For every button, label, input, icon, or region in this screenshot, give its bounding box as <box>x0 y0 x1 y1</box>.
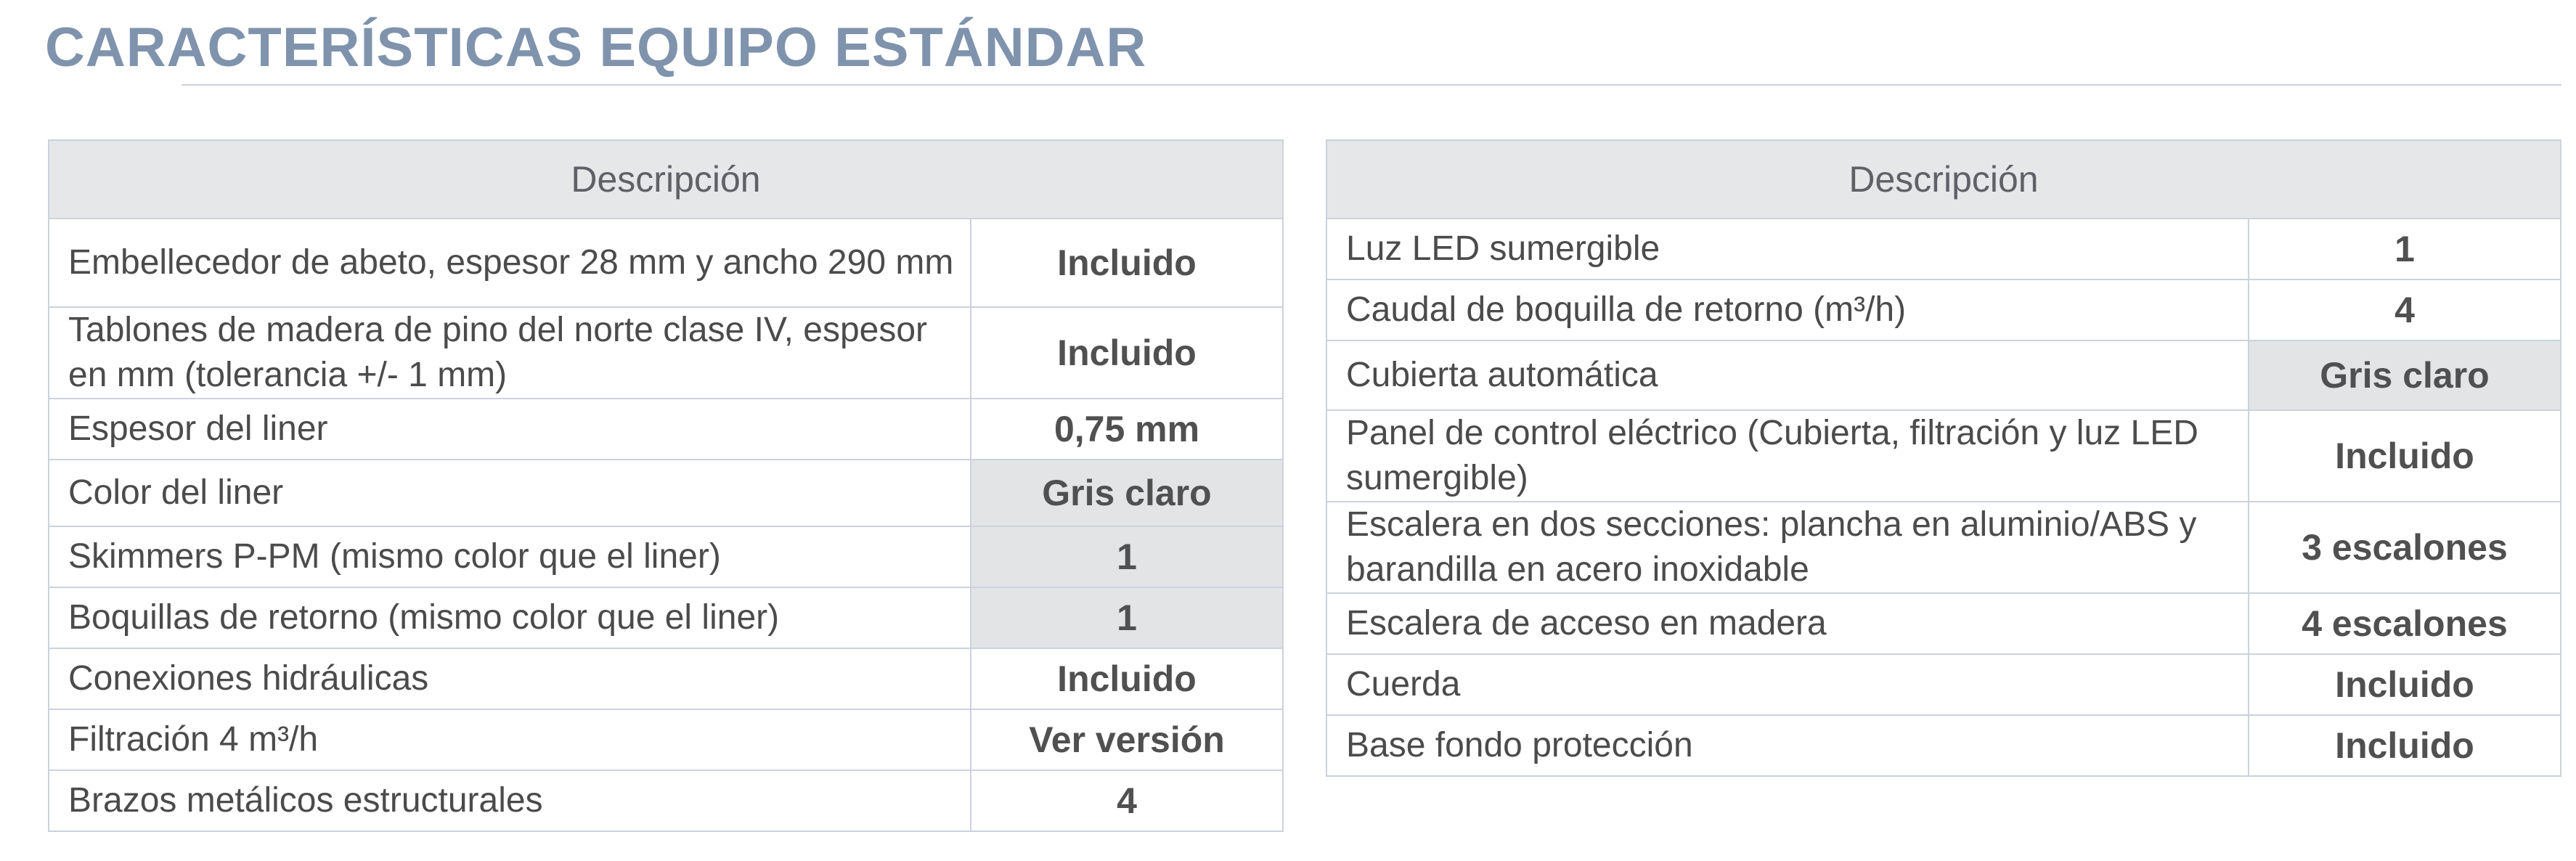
column-header-description: Descripción <box>1326 140 2561 219</box>
table-row <box>1326 654 2561 715</box>
row-value: Incluido <box>2249 654 2561 715</box>
table-row <box>49 460 1283 526</box>
table-row <box>1326 279 2561 340</box>
row-description: Filtración 4 m³/h <box>49 709 971 770</box>
row-value: 4 escalones <box>2249 593 2561 654</box>
row-description: Caudal de boquilla de retorno (m³/h) <box>1326 279 2249 340</box>
table-header-row <box>1326 140 2561 219</box>
row-value: Gris claro <box>971 460 1283 526</box>
table-row <box>1326 340 2561 410</box>
row-description: Cubierta automática <box>1326 340 2249 410</box>
title-divider <box>182 84 2561 86</box>
row-description: Espesor del liner <box>49 399 971 460</box>
table-row <box>49 587 1283 648</box>
left-spec-table <box>48 139 1284 832</box>
row-value: Gris claro <box>2249 340 2561 410</box>
row-value: 4 <box>971 770 1283 831</box>
row-value: Incluido <box>971 219 1283 307</box>
table-row <box>49 709 1283 770</box>
table-row <box>1326 410 2561 502</box>
row-description: Escalera en dos secciones: plancha en aluminio/ABS y barandilla en acero inoxidable <box>1326 502 2249 593</box>
column-header-description: Descripción <box>49 140 1283 219</box>
table-row <box>1326 715 2561 776</box>
row-value: 4 <box>2249 279 2561 340</box>
row-description: Base fondo protección <box>1326 715 2249 776</box>
row-description: Luz LED sumergible <box>1326 219 2249 279</box>
row-description: Cuerda <box>1326 654 2249 715</box>
right-spec-table <box>1326 139 2561 777</box>
row-value: Incluido <box>2249 410 2561 502</box>
table-row <box>49 770 1283 831</box>
table-row <box>49 648 1283 709</box>
row-description: Panel de control eléctrico (Cubierta, filtración y luz LED sumergible) <box>1326 410 2249 502</box>
table-row <box>1326 593 2561 654</box>
row-value: Incluido <box>2249 715 2561 776</box>
row-description: Escalera de acceso en madera <box>1326 593 2249 654</box>
page-title: CARACTERÍSTICAS EQUIPO ESTÁNDAR <box>45 17 1147 78</box>
row-value: 1 <box>2249 219 2561 279</box>
table-row <box>49 307 1283 399</box>
row-description: Brazos metálicos estructurales <box>49 770 971 831</box>
table-row <box>49 399 1283 460</box>
table-header-row <box>49 140 1283 219</box>
row-description: Boquillas de retorno (mismo color que el liner) <box>49 587 971 648</box>
row-description: Conexiones hidráulicas <box>49 648 971 709</box>
row-description: Skimmers P-PM (mismo color que el liner) <box>49 526 971 587</box>
row-value: 1 <box>971 587 1283 648</box>
row-value: Incluido <box>971 648 1283 709</box>
row-description: Color del liner <box>49 460 971 526</box>
table-row <box>1326 502 2561 593</box>
table-row <box>49 526 1283 587</box>
row-description: Embellecedor de abeto, espesor 28 mm y ancho 290 mm <box>49 219 971 307</box>
table-row <box>1326 219 2561 279</box>
row-value: 3 escalones <box>2249 502 2561 593</box>
row-description: Tablones de madera de pino del norte clase IV, espesor en mm (tolerancia +/- 1 mm) <box>49 307 971 399</box>
row-value: 1 <box>971 526 1283 587</box>
row-value: Incluido <box>971 307 1283 399</box>
table-row <box>49 219 1283 307</box>
row-value: Ver versión <box>971 709 1283 770</box>
row-value: 0,75 mm <box>971 399 1283 460</box>
